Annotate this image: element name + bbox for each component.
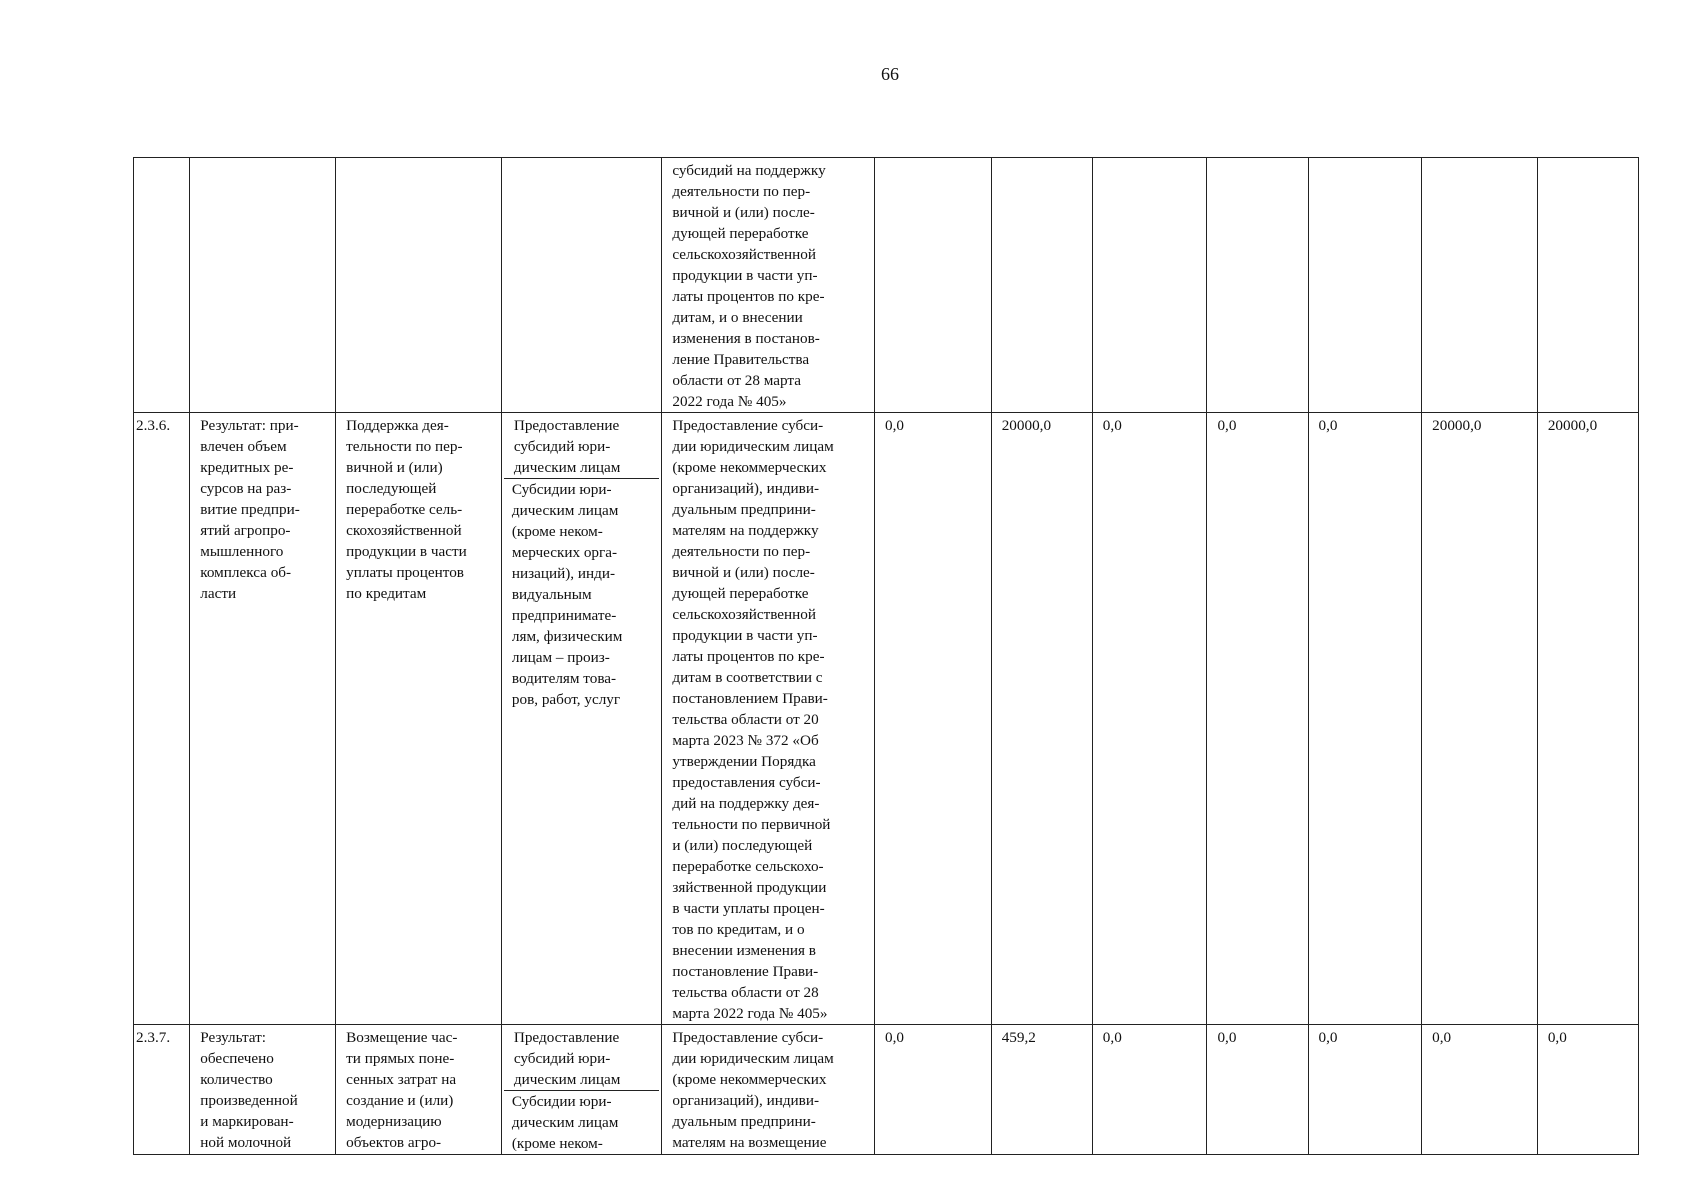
row-value: 459,2 <box>991 1025 1092 1155</box>
row-value <box>1308 158 1422 413</box>
table-row <box>134 1025 1639 1155</box>
row-value <box>991 158 1092 413</box>
table-row <box>134 158 1639 413</box>
row-basis: Предоставление субси- дии юридическим лицам (кроме некоммерческих организаций), индиви- дуальным предприни- мателям на поддержку деятельности по пер- вичной и (или) после- дующей переработке сельскохозяйственной продукции в части уп- латы процентов по кре- дитам в соответствии с постановлением Прави- тельства области от 20 марта 2023 № 372 «Об утверждении Порядка предоставления субси- дий на поддержку дея- тельности по первичной и (или) последующей переработке сельскохо- зяйственной продукции в части уплаты процен- тов по кредитам, и о внесении изменения в постановление Прави- тельства области от 28 марта 2022 года № 405» <box>662 413 875 1025</box>
row-type-top: Предоставление субсидий юри- дическим лицам <box>504 413 660 479</box>
row-result: Результат: обеспечено количество произведенной и маркирован- ной молочной <box>190 1025 336 1155</box>
row-value <box>1537 158 1638 413</box>
row-value: 20000,0 <box>1422 413 1538 1025</box>
row-result <box>190 158 336 413</box>
row-value <box>874 158 991 413</box>
row-type-bottom: Субсидии юри- дическим лицам (кроме неком- мерческих орга- низаций), инди- видуальным предпринимате- лям, физическим лицам – произ- водителям това- ров, работ, услуг <box>511 481 623 708</box>
row-value: 0,0 <box>1537 1025 1638 1155</box>
row-type <box>501 413 662 1025</box>
row-result: Результат: при- влечен объем кредитных ре- сурсов на раз- витие предпри- ятий агропро- мышленного комплекса об- ласти <box>190 413 336 1025</box>
row-value: 20000,0 <box>1537 413 1638 1025</box>
row-type-bottom: Субсидии юри- дическим лицам (кроме неком- <box>511 1093 619 1152</box>
row-basis: субсидий на поддержку деятельности по пер- вичной и (или) после- дующей переработке сельскохозяйственной продукции в части уп- латы процентов по кре- дитам, и о внесении изменения в постанов- ление Правительства области от 28 марта 2022 года № 405» <box>662 158 875 413</box>
row-value <box>1422 158 1538 413</box>
row-basis: Предоставление субси- дии юридическим лицам (кроме некоммерческих организаций), индиви- дуальным предприни- мателям на возмещение <box>662 1025 875 1155</box>
row-value: 0,0 <box>1092 1025 1207 1155</box>
row-value: 0,0 <box>874 1025 991 1155</box>
row-type-top: Предоставление субсидий юри- дическим лицам <box>504 1025 660 1091</box>
row-measure: Поддержка дея- тельности по пер- вичной и (или) последующей переработке сель- скохозяйственной продукции в части уплаты процентов по кредитам <box>336 413 502 1025</box>
row-value <box>1207 158 1308 413</box>
row-type <box>501 1025 662 1155</box>
row-value: 0,0 <box>1308 1025 1422 1155</box>
row-code: 2.3.6. <box>134 413 190 1025</box>
row-value: 0,0 <box>1422 1025 1538 1155</box>
budget-table <box>133 157 1639 1155</box>
row-value: 20000,0 <box>991 413 1092 1025</box>
page-number: 66 <box>881 64 899 84</box>
row-code <box>134 158 190 413</box>
row-value <box>1092 158 1207 413</box>
row-type <box>501 158 662 413</box>
row-value: 0,0 <box>1207 1025 1308 1155</box>
row-value: 0,0 <box>1207 413 1308 1025</box>
row-value: 0,0 <box>1092 413 1207 1025</box>
row-measure <box>336 158 502 413</box>
row-code: 2.3.7. <box>134 1025 190 1155</box>
row-value: 0,0 <box>1308 413 1422 1025</box>
table-row <box>134 413 1639 1025</box>
row-measure: Возмещение час- ти прямых поне- сенных затрат на создание и (или) модернизацию объектов агро- <box>336 1025 502 1155</box>
row-value: 0,0 <box>874 413 991 1025</box>
